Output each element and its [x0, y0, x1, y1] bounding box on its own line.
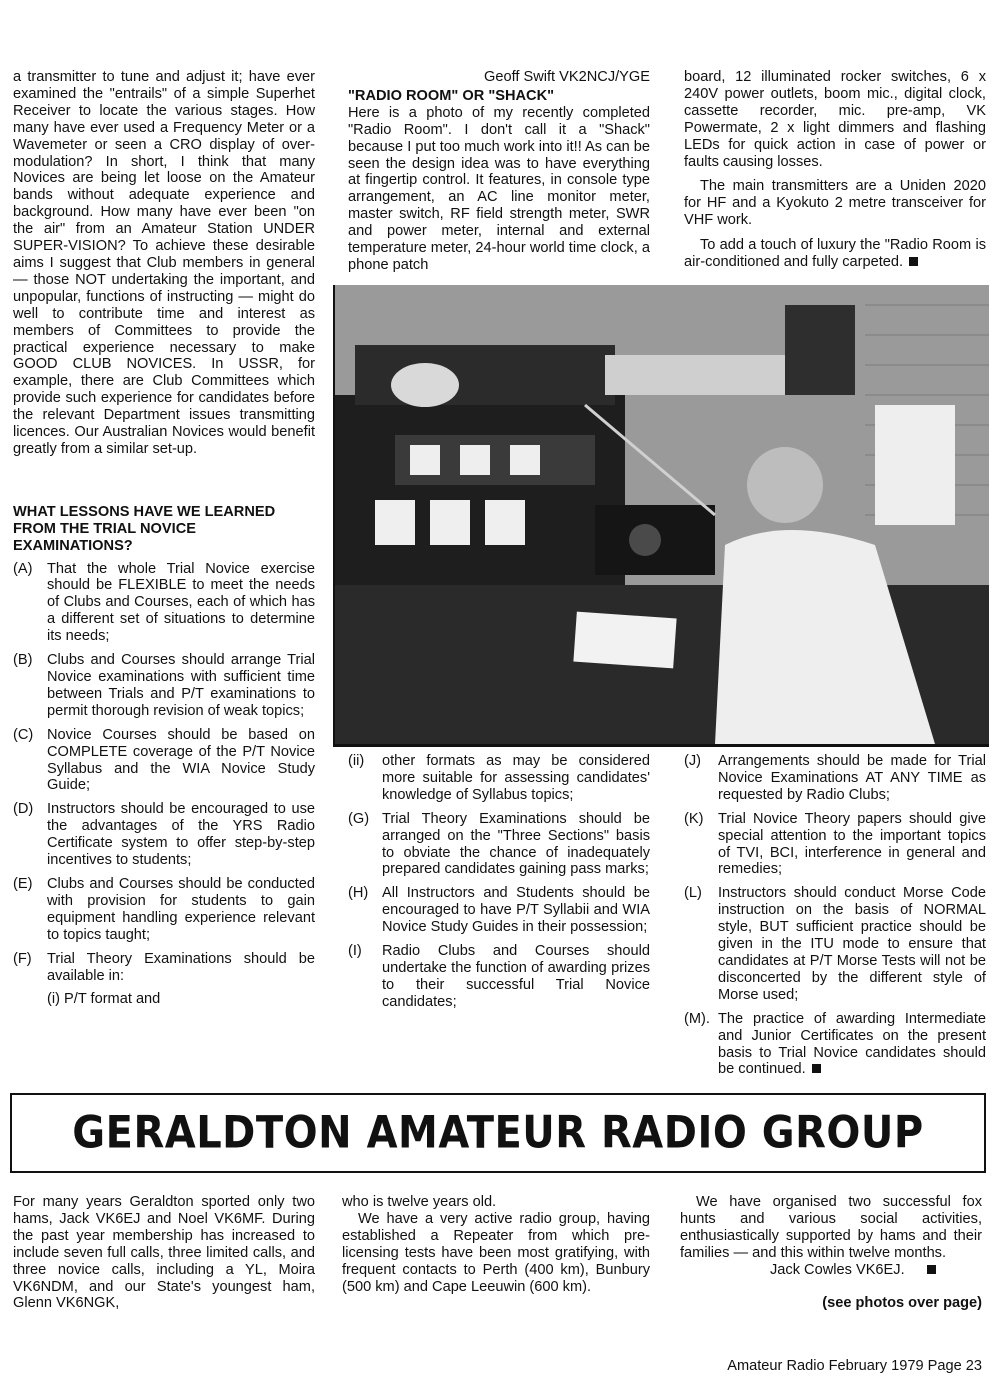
meter-icon — [410, 445, 440, 475]
list-item: (C) Novice Courses should be based on COMPLETE coverage of the P/T Novice Syllabus and the WIA Novice Study Guide; — [13, 726, 315, 794]
geraldton-col2 — [342, 1194, 650, 1295]
geraldton-banner — [10, 1093, 986, 1173]
radio-room-photo — [333, 285, 989, 747]
list-subitem: (i) P/T format and — [47, 991, 161, 1008]
geraldton-paragraph-1: For many years Geraldton sported only two hams, Jack VK6EJ and Noel VK6MF. During the past year membership has increased to include seven full calls, three limited calls, and three novice calls, including a YL, Moira VK6NDM, and our State's youngest ham, Glenn VK6NGK, — [13, 1194, 315, 1312]
list-item: (K) Trial Novice Theory papers should give special attention to the important topics of TVI, BCI, interference in general and remedies; — [684, 810, 986, 878]
list-item: (L) Instructors should conduct Morse Code instruction on the basis of NORMAL style, BUT sufficient practice should be given in the ITU mode to ensure that candidates at P/T Morse Tests will not be disconcerted by the different style of Morse used; — [684, 885, 986, 1003]
transmitters-paragraph: The main transmitters are a Uniden 2020 for HF and a Kyokuto 2 metre transceiver for VHF work. — [684, 178, 986, 229]
shack-article — [348, 69, 650, 274]
person-head — [747, 447, 823, 523]
telephone-icon — [391, 363, 459, 407]
notepad — [573, 612, 676, 669]
list-item: (F) Trial Theory Examinations should be available in: — [13, 950, 315, 984]
geraldton-col1 — [13, 1194, 315, 1312]
geraldton-paragraph-3: We have organised two successful fox hunts and various social activities, enthusiastically supported by hams and their families — and this within twelve months. — [680, 1194, 982, 1261]
end-mark-icon — [927, 1265, 936, 1274]
lessons-heading: WHAT LESSONS HAVE WE LEARNED FROM THE TRIAL NOVICE EXAMINATIONS? — [13, 503, 276, 554]
meter-icon — [510, 445, 540, 475]
power-outlet — [375, 500, 415, 545]
list-item: (E) Clubs and Courses should be conducted with provision for students to gain equipment handling experience relevant to topics taught; — [13, 875, 315, 943]
column-right-lower — [684, 753, 986, 1085]
end-mark-icon — [812, 1064, 821, 1073]
geraldton-col3 — [680, 1194, 982, 1311]
list-item: (I) Radio Clubs and Courses should undertake the function of awarding prizes to their successful Trial Novice candidates; — [348, 943, 650, 1010]
power-outlet — [430, 500, 470, 545]
dial-icon — [629, 524, 661, 556]
list-item: (G) Trial Theory Examinations should be arranged on the "Three Sections" basis to obviate the chance of inadequately prepared candidates gaining pass marks; — [348, 810, 650, 878]
window-shade — [875, 405, 955, 525]
signature-line: Jack Cowles VK6EJ. — [680, 1262, 982, 1279]
meter-icon — [460, 445, 490, 475]
radio-cassette — [785, 305, 855, 395]
banner-title: GERALDTON AMATEUR RADIO GROUP — [72, 1107, 924, 1159]
page-footer: Amateur Radio February 1979 Page 23 — [727, 1358, 982, 1374]
list-item: (M). The practice of awarding Intermediate and Junior Certificates on the present basis to Trial Novice candidates should be continued. — [684, 1010, 986, 1078]
column-middle-lower — [348, 753, 650, 1018]
list-item: (B) Clubs and Courses should arrange Trial Novice examinations with sufficient time between Trials and P/T examinations to permit thorough revision of weak topics; — [13, 652, 315, 719]
geraldton-paragraph-2b: We have a very active radio group, having established a Repeater from which pre-licensing tests have been most gratifying, with frequent contacts to Perth (400 km), Bunbury (500 km) and Cape Leeuwin (600 km). — [342, 1210, 650, 1295]
column-right-top — [684, 69, 986, 271]
see-photos-note: (see photos over page) — [822, 1294, 982, 1311]
list-item: (H) All Instructors and Students should be encouraged to have P/T Syllabii and WIA Novice Study Guides in their possession; — [348, 885, 650, 936]
powermate-unit — [605, 355, 785, 395]
list-item: (J) Arrangements should be made for Trial Novice Examinations AT ANY TIME as requested by Radio Clubs; — [684, 753, 986, 803]
upper-shelf — [355, 345, 615, 405]
shack-body-cont: board, 12 illuminated rocker switches, 6 x 240V power outlets, boom mic., digital clock, cassette recorder, mic. pre-amp, VK Powermate, 2 x light dimmers and flashing LEDs for quick action in case of power or faults causing losses. — [684, 69, 986, 170]
end-mark-icon — [909, 257, 918, 266]
list-item: (D) Instructors should be encouraged to use the advantages of the YRS Radio Certificate system to offer step-by-step incentives to students; — [13, 801, 315, 869]
power-outlet — [485, 500, 525, 545]
shack-body: Here is a photo of my recently completed "Radio Room". I don't call it a "Shack" because I put too much work into it!! As can be seen the design idea was to have everything at fingertip control. It features, in console type arrangement, an AC line monitor meter, master switch, RF field strength meter, SWR and power meter, internal and external temperature meter, 24-hour world time clock, a phone patch — [348, 104, 650, 273]
column-left — [13, 69, 315, 1015]
list-item: (A) That the whole Trial Novice exercise should be FLEXIBLE to meet the needs of Clubs and Courses, each of which has a different set of situations to determine its needs; — [13, 560, 315, 645]
luxury-paragraph: To add a touch of luxury the "Radio Room is air-conditioned and fully carpeted. — [684, 237, 986, 271]
shack-title: "RADIO ROOM" OR "SHACK" — [348, 87, 555, 104]
intro-paragraph: a transmitter to tune and adjust it; have ever examined the "entrails" of a simple Superhet Receiver to locate the various stages. How many have ever used a Frequency Meter or a Wavemeter or seen a CRO display of over-modulation? In short, I think that many Novices are being let loose on the Amateur bands without adequate experience and background. How many have ever been "on the air" from an Amateur Station UNDER SUPER-VISION? To achieve these desirable aims I suggest that Club members in general — those NOT undertaking the important, and unpopular, functions of instructing — might do well to contribute time and interest as members of Committees to provide the practical experience necessary to make GOOD CLUB NOVICES. In USSR, for example, there are Club Committees which provide such experience for candidates before the relevant Department issues transmitting licences. Our Australian Novices would benefit greatly from a similar set-up. — [13, 69, 315, 457]
lessons-list — [13, 561, 315, 1009]
author-byline: Geoff Swift VK2NCJ/YGE — [484, 69, 650, 85]
geraldton-paragraph-2a: who is twelve years old. — [342, 1194, 497, 1210]
photo-illustration — [335, 285, 989, 744]
list-subitem: (ii) other formats as may be considered more suitable for assessing candidates' knowledge of Syllabus topics; — [348, 753, 650, 803]
